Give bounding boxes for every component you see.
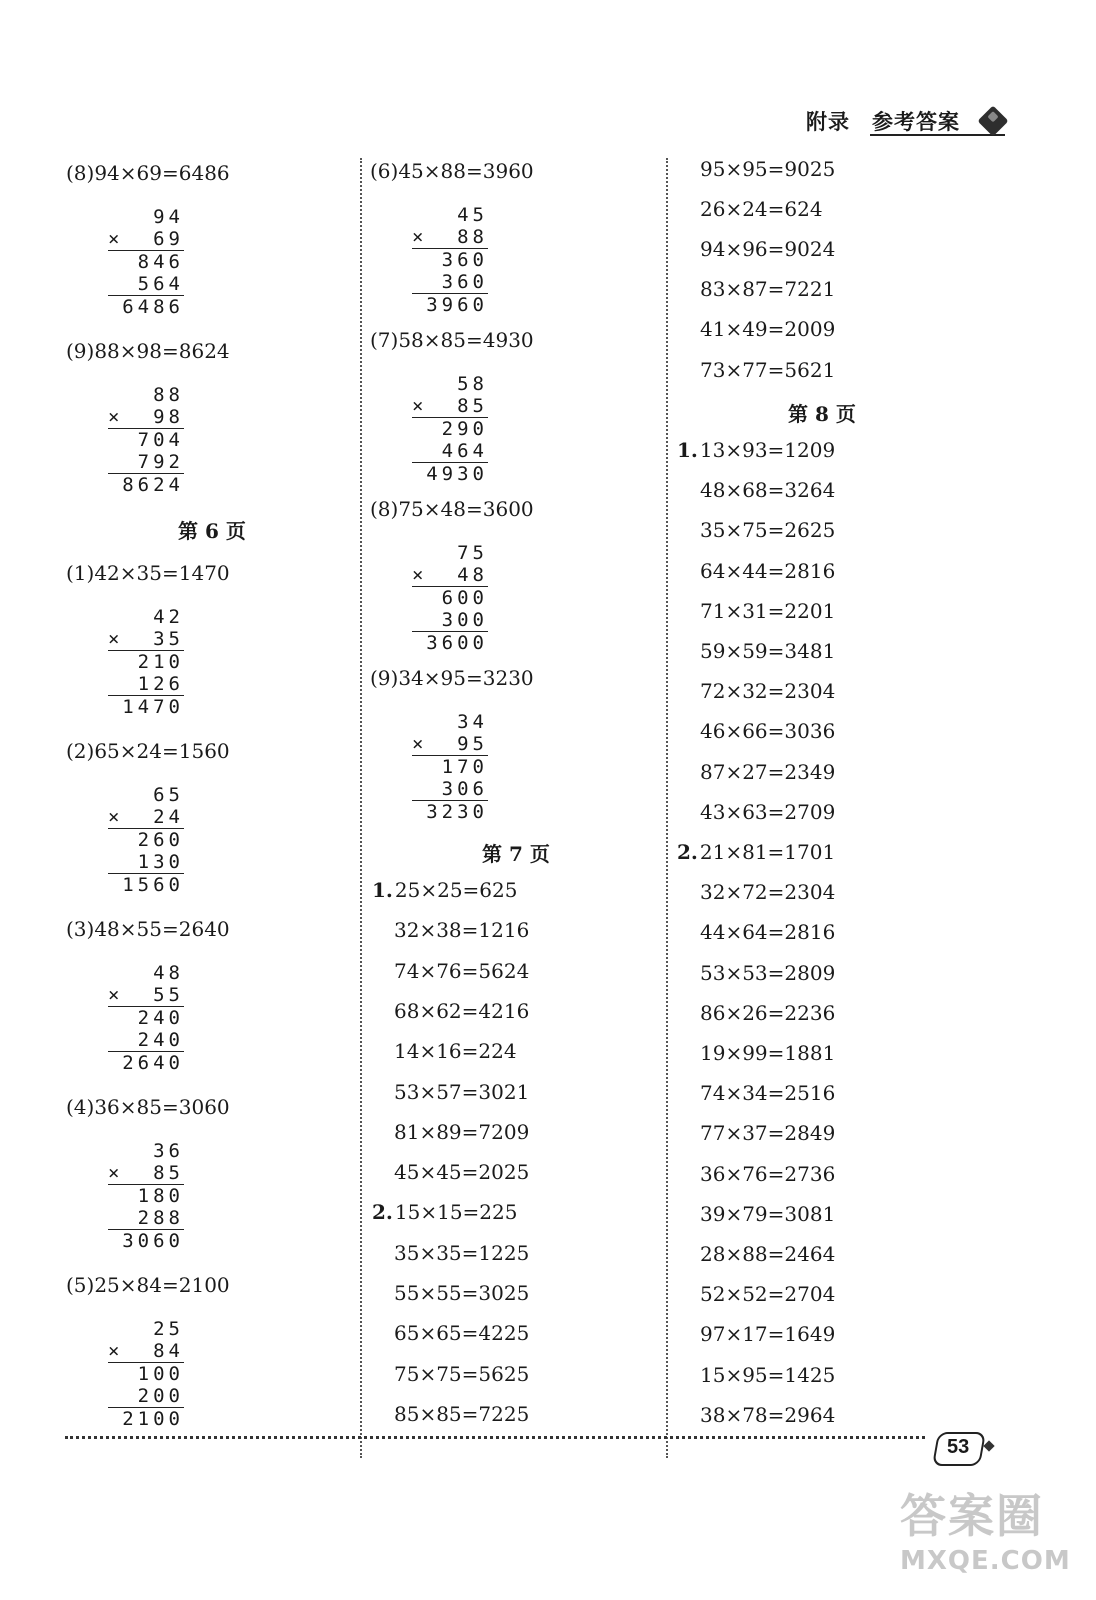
digit-row: 2640 [122, 1052, 184, 1074]
digit-row: 45 [457, 204, 488, 226]
multiplication-row-2 [108, 228, 184, 250]
equation-text: 19×99=1881 [700, 1041, 836, 1065]
digit-row: 846 [137, 251, 184, 273]
times-symbol: × [108, 1162, 120, 1184]
equation [66, 560, 230, 586]
vertical-multiplication [108, 606, 184, 718]
multiplication-row-4 [108, 1385, 184, 1407]
multiplication-row-3 [108, 650, 184, 673]
equation-text: 36×76=2736 [700, 1161, 836, 1186]
equation [66, 1094, 230, 1120]
equation [700, 1362, 835, 1388]
digit-row: 58 [457, 373, 488, 395]
digit-row: 3960 [426, 294, 488, 316]
equation-text: 14×16=224 [394, 1039, 517, 1064]
digit-row: 4930 [426, 463, 488, 485]
equation [370, 327, 534, 353]
diamond-dot-icon [983, 1440, 994, 1451]
multiplication-row-2 [412, 564, 488, 586]
multiplication-row-1 [108, 384, 184, 406]
vertical-multiplication [412, 542, 488, 654]
multiplication-row-1 [108, 606, 184, 628]
equation-text: (8)75×48=3600 [370, 497, 534, 521]
times-symbol: × [412, 733, 424, 755]
equation [394, 1361, 529, 1387]
digit-row: 35 [153, 628, 184, 650]
equation [370, 496, 534, 522]
equation-text: 85×85=7225 [394, 1401, 530, 1426]
question-number: 1. [677, 438, 698, 462]
equation [677, 437, 835, 463]
equation-text: 26×24=624 [700, 197, 823, 222]
digit-row: 36 [153, 1140, 184, 1162]
digit-row: 1560 [122, 874, 184, 896]
digit-row: 1470 [122, 696, 184, 718]
equation-text: 86×26=2236 [700, 1000, 836, 1025]
vertical-multiplication [412, 373, 488, 485]
equation-text: 68×62=4216 [394, 998, 530, 1023]
equation-text: 43×63=2709 [700, 799, 836, 824]
times-symbol: × [108, 806, 120, 828]
equation [66, 916, 230, 942]
equation [700, 276, 835, 302]
digit-row: 288 [137, 1207, 184, 1229]
digit-row: 240 [137, 1007, 184, 1029]
equation [677, 839, 835, 865]
digit-row: 360 [441, 271, 488, 293]
multiplication-row-2 [412, 733, 488, 755]
equation [700, 1040, 835, 1066]
equation-text: 32×38=1216 [394, 918, 530, 943]
equation-text: (3)48×55=2640 [66, 917, 230, 941]
digit-row: 306 [441, 778, 488, 800]
equation [700, 357, 835, 383]
equation-text: 44×64=2816 [700, 920, 836, 945]
digit-row: 564 [137, 273, 184, 295]
equation-text: 15×95=1425 [700, 1362, 836, 1387]
question-number: 1. [372, 878, 393, 902]
multiplication-row-4 [108, 1029, 184, 1051]
digit-row: 704 [137, 429, 184, 451]
question-number: 2. [372, 1200, 393, 1225]
header-text [806, 106, 960, 136]
digit-row: 25 [153, 1318, 184, 1340]
digit-row: 600 [441, 587, 488, 609]
digit-row: 170 [441, 756, 488, 778]
equation [394, 1401, 529, 1427]
multiplication-row-1 [412, 711, 488, 733]
page-section-title: 第 8 页 [788, 402, 856, 426]
equation-text: (6)45×88=3960 [370, 159, 534, 183]
digit-row: 98 [153, 406, 184, 428]
equation [394, 1240, 529, 1266]
digit-row: 126 [137, 673, 184, 695]
equation [700, 638, 835, 664]
equation [700, 1000, 835, 1026]
question-number: 2. [677, 840, 698, 864]
equation-text: 25×25=625 [394, 878, 518, 902]
diamond-icon [977, 105, 1008, 136]
digit-row: 65 [153, 784, 184, 806]
equation [394, 958, 529, 984]
digit-row: 24 [153, 806, 184, 828]
equation [66, 160, 230, 186]
times-symbol: × [108, 228, 120, 250]
equation-text: 97×17=1649 [700, 1322, 836, 1347]
watermark [900, 1480, 1080, 1590]
equation [66, 1272, 230, 1298]
times-symbol: × [412, 395, 424, 417]
digit-row: 3230 [426, 801, 488, 823]
multiplication-row-3 [108, 828, 184, 851]
equation [394, 1320, 529, 1346]
multiplication-row-4 [412, 778, 488, 800]
digit-row: 8624 [122, 474, 184, 496]
digit-row: 300 [441, 609, 488, 631]
multiplication-row-2 [108, 806, 184, 828]
equation-text: 46×66=3036 [700, 719, 836, 744]
digit-row: 360 [441, 249, 488, 271]
digit-row: 210 [137, 651, 184, 673]
multiplication-row-3 [108, 250, 184, 273]
multiplication-row-4 [412, 609, 488, 631]
vertical-multiplication [108, 962, 184, 1074]
equation [372, 1199, 517, 1225]
digit-row: 85 [457, 395, 488, 417]
equation [700, 1120, 835, 1146]
equation-text: 94×96=9024 [700, 237, 836, 262]
header-underline [870, 134, 1005, 136]
equation [700, 919, 835, 945]
multiplication-row-5 [108, 295, 184, 318]
multiplication-row-1 [412, 204, 488, 226]
multiplication-row-3 [412, 248, 488, 271]
digit-row: 6486 [122, 296, 184, 318]
multiplication-row-2 [108, 1162, 184, 1184]
equation-text: (9)88×98=8624 [66, 339, 230, 363]
multiplication-row-3 [108, 428, 184, 451]
multiplication-row-2 [412, 226, 488, 248]
equation [700, 1080, 835, 1106]
watermark-logo-text: 答案圈 [900, 1489, 1044, 1543]
multiplication-row-4 [108, 1207, 184, 1229]
equation [66, 738, 230, 764]
equation [700, 558, 835, 584]
digit-row: 260 [137, 829, 184, 851]
digit-row: 69 [153, 228, 184, 250]
multiplication-row-3 [108, 1184, 184, 1207]
multiplication-row-4 [108, 451, 184, 473]
equation [700, 316, 835, 342]
digit-row: 290 [441, 418, 488, 440]
vertical-multiplication [108, 384, 184, 496]
equation-text: 28×88=2464 [700, 1242, 836, 1266]
equation [700, 517, 835, 543]
multiplication-row-5 [412, 462, 488, 485]
multiplication-row-4 [108, 673, 184, 695]
multiplication-row-5 [108, 473, 184, 496]
multiplication-row-4 [412, 440, 488, 462]
digit-row: 95 [457, 733, 488, 755]
multiplication-row-5 [108, 873, 184, 896]
equation [700, 598, 835, 624]
equation-text: 87×27=2349 [700, 759, 836, 784]
equation-text: (1)42×35=1470 [66, 561, 230, 585]
equation [700, 759, 835, 785]
multiplication-row-5 [108, 1407, 184, 1430]
multiplication-row-5 [108, 1229, 184, 1252]
equation [700, 477, 835, 503]
equation-text: 53×57=3021 [394, 1079, 530, 1104]
equation [394, 917, 529, 943]
times-symbol: × [412, 564, 424, 586]
equation-text: (7)58×85=4930 [370, 328, 534, 352]
times-symbol: × [108, 984, 120, 1006]
equation-text: 74×34=2516 [700, 1081, 836, 1106]
digit-row: 84 [153, 1340, 184, 1362]
equation-text: 32×72=2304 [700, 880, 836, 905]
multiplication-row-1 [108, 206, 184, 228]
digit-row: 2100 [122, 1408, 184, 1430]
digit-row: 88 [153, 384, 184, 406]
equation [394, 1038, 517, 1064]
multiplication-row-3 [412, 586, 488, 609]
equation-text: 64×44=2816 [700, 558, 836, 583]
equation [394, 1159, 529, 1185]
multiplication-row-4 [108, 851, 184, 873]
equation-text: 71×31=2201 [700, 598, 836, 623]
digit-row: 240 [137, 1029, 184, 1051]
equation [394, 1280, 529, 1306]
vertical-multiplication [412, 711, 488, 823]
digit-row: 200 [137, 1385, 184, 1407]
equation-text: 21×81=1701 [699, 840, 836, 864]
multiplication-row-2 [412, 395, 488, 417]
digit-row: 180 [137, 1185, 184, 1207]
digit-row: 3060 [122, 1230, 184, 1252]
equation [700, 960, 835, 986]
multiplication-row-1 [108, 962, 184, 984]
multiplication-row-5 [108, 695, 184, 718]
equation-text: 83×87=7221 [700, 277, 836, 302]
digit-row: 464 [441, 440, 488, 462]
times-symbol: × [108, 1340, 120, 1362]
digit-row: 75 [457, 542, 488, 564]
times-symbol: × [108, 406, 120, 428]
equation-text: 15×15=225 [394, 1200, 518, 1225]
vertical-multiplication [108, 1140, 184, 1252]
equation [700, 718, 835, 744]
column-divider-1 [360, 158, 362, 1458]
digit-row: 42 [153, 606, 184, 628]
multiplication-row-3 [108, 1006, 184, 1029]
equation-text: 81×89=7209 [394, 1119, 530, 1144]
equation-text: 52×52=2704 [700, 1282, 836, 1307]
vertical-multiplication [412, 204, 488, 316]
equation-text: 35×75=2625 [700, 518, 836, 543]
equation-text: (2)65×24=1560 [66, 739, 230, 763]
equation [372, 877, 517, 903]
multiplication-row-5 [412, 800, 488, 823]
vertical-multiplication [108, 1318, 184, 1430]
footer-dotted-line [65, 1436, 925, 1439]
equation-text: 59×59=3481 [700, 639, 836, 663]
equation-text: 38×78=2964 [700, 1402, 836, 1427]
equation-text: 77×37=2849 [700, 1121, 836, 1146]
header-appendix: 附录 [806, 109, 850, 134]
multiplication-row-4 [412, 271, 488, 293]
header-answers: 参考答案 [872, 109, 960, 134]
multiplication-row-3 [108, 1362, 184, 1385]
equation-text: 13×93=1209 [699, 438, 836, 462]
equation [700, 1281, 835, 1307]
multiplication-row-1 [412, 373, 488, 395]
equation [66, 338, 230, 364]
equation [370, 158, 534, 184]
equation [700, 1161, 835, 1187]
digit-row: 3600 [426, 632, 488, 654]
equation-text: 55×55=3025 [394, 1281, 530, 1305]
equation-text: (8)94×69=6486 [66, 161, 230, 185]
multiplication-row-3 [412, 755, 488, 778]
times-symbol: × [412, 226, 424, 248]
times-symbol: × [108, 628, 120, 650]
equation-text: 48×68=3264 [700, 478, 836, 503]
equation-text: 95×95=9025 [700, 157, 836, 181]
column-divider-2 [666, 158, 668, 1458]
equation-text: 41×49=2009 [700, 317, 836, 342]
equation-text: 74×76=5624 [394, 958, 530, 983]
equation [700, 879, 835, 905]
multiplication-row-3 [412, 417, 488, 440]
equation [394, 1079, 529, 1105]
multiplication-row-5 [412, 293, 488, 316]
equation [700, 1241, 835, 1267]
equation-text: 45×45=2025 [394, 1160, 530, 1185]
page-section-title: 第 6 页 [178, 519, 246, 543]
equation [370, 665, 534, 691]
multiplication-row-1 [108, 1318, 184, 1340]
page-number: 53 [947, 1436, 970, 1458]
multiplication-row-1 [108, 1140, 184, 1162]
page-header [800, 100, 1015, 140]
equation-text: 39×79=3081 [700, 1201, 836, 1226]
multiplication-row-1 [412, 542, 488, 564]
equation-text: 65×65=4225 [394, 1321, 530, 1346]
equation-text: 35×35=1225 [394, 1240, 530, 1265]
page-section-title: 第 7 页 [482, 842, 550, 866]
equation-text: 72×32=2304 [700, 679, 836, 704]
multiplication-row-5 [108, 1051, 184, 1074]
multiplication-row-2 [108, 984, 184, 1006]
equation [700, 678, 835, 704]
page-number-badge [935, 1430, 995, 1466]
equation [700, 236, 835, 262]
equation [394, 998, 529, 1024]
digit-row: 792 [137, 451, 184, 473]
equation-text: (5)25×84=2100 [66, 1273, 230, 1297]
digit-row: 94 [153, 206, 184, 228]
multiplication-row-2 [108, 628, 184, 650]
multiplication-row-2 [108, 406, 184, 428]
equation [700, 196, 823, 222]
digit-row: 100 [137, 1363, 184, 1385]
vertical-multiplication [108, 784, 184, 896]
equation [394, 1119, 529, 1145]
digit-row: 48 [153, 962, 184, 984]
digit-row: 85 [153, 1162, 184, 1184]
digit-row: 34 [457, 711, 488, 733]
multiplication-row-5 [412, 631, 488, 654]
digit-row: 88 [457, 226, 488, 248]
digit-row: 48 [457, 564, 488, 586]
multiplication-row-1 [108, 784, 184, 806]
equation [700, 1402, 835, 1428]
equation-text: (4)36×85=3060 [66, 1095, 230, 1119]
multiplication-row-2 [108, 1340, 184, 1362]
equation [700, 1201, 835, 1227]
equation-text: (9)34×95=3230 [370, 666, 534, 690]
equation [700, 1321, 835, 1347]
vertical-multiplication [108, 206, 184, 318]
equation [700, 799, 835, 825]
equation-text: 73×77=5621 [700, 357, 836, 382]
watermark-url: MXQE.COM [900, 1546, 1071, 1576]
digit-row: 55 [153, 984, 184, 1006]
equation-text: 53×53=2809 [700, 960, 836, 985]
digit-row: 130 [137, 851, 184, 873]
equation [700, 156, 835, 182]
equation-text: 75×75=5625 [394, 1361, 530, 1386]
multiplication-row-4 [108, 273, 184, 295]
